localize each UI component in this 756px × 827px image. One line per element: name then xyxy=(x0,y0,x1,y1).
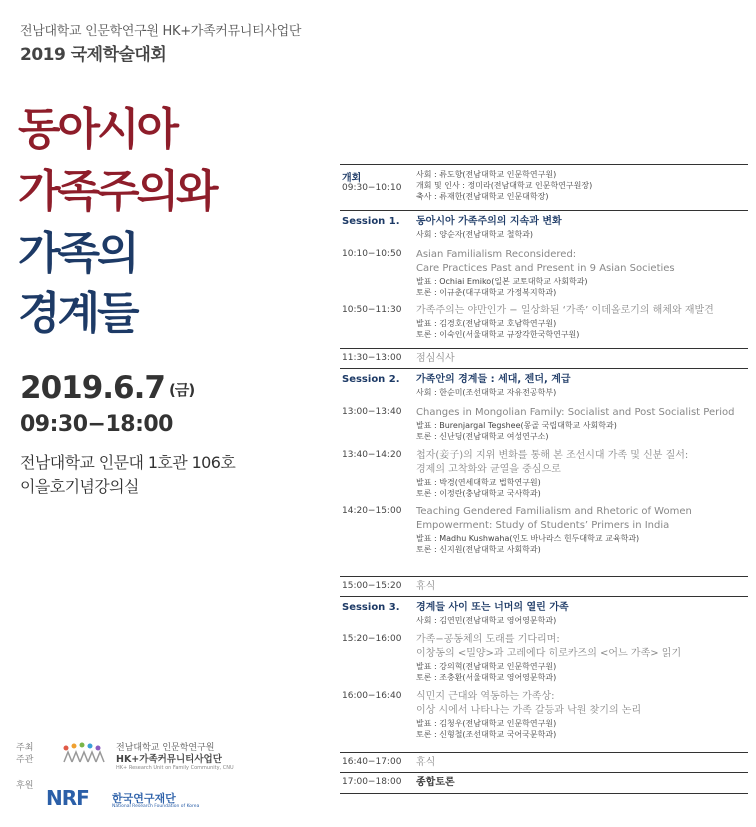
host-org-line1: 전남대학교 인문학연구원 xyxy=(116,743,215,753)
talk-presenter: 발표 : 김경호(전남대학교 호남학연구원) xyxy=(416,319,557,328)
talk-row xyxy=(340,304,748,340)
talk-time: 16:00−16:40 xyxy=(342,691,402,701)
talk-presenter: 발표 : 박경(연세대학교 법학연구원) xyxy=(416,478,541,487)
talk-row xyxy=(340,248,748,298)
program-table xyxy=(340,164,748,794)
talk-title: 가족−공동체의 도래를 기다리며: xyxy=(416,634,560,645)
talk-title: 첩자(妾子)의 지위 변화를 통해 본 조선시대 가족 및 신분 질서: xyxy=(416,450,689,461)
session3-chair: 사회 : 김연민(전남대학교 영어영문학과) xyxy=(416,616,557,625)
session1-theme: 동아시아 가족주의의 지속과 변화 xyxy=(416,216,562,227)
closing-row xyxy=(340,772,748,794)
opening-congrats: 축사 : 류재한(전남대학교 인문대학장) xyxy=(416,192,549,201)
talk-discussant: 토론 : 이정란(충남대학교 국사학과) xyxy=(416,489,541,498)
session1-block xyxy=(340,210,748,348)
host-org-line3: HK+ Research Unit on Family Community, CNU xyxy=(116,765,234,771)
talk-title: Changes in Mongolian Family: Socialist and Post Socialist Period xyxy=(416,407,735,418)
opening-time: 09:30−10:10 xyxy=(342,183,402,193)
talk-presenter: 발표 : Ochiai Emiko(일본 교토대학교 사회학과) xyxy=(416,277,588,286)
nrf-logo: NRF xyxy=(46,786,89,810)
talk-title-cont: Empowerment: Study of Students’ Primers in India xyxy=(416,520,670,531)
talk-title: 가족주의는 야만인가 − 일상화된 ‘가족’ 이데올로기의 해체와 재발견 xyxy=(416,305,714,316)
session2-block xyxy=(340,368,748,576)
lunch-row xyxy=(340,348,748,368)
main-title-line2: 가족주의와 xyxy=(18,166,216,217)
break1-row xyxy=(340,576,748,596)
day-of-week: (금) xyxy=(168,381,195,399)
talk-time: 13:00−13:40 xyxy=(342,407,402,417)
family-community-logo-icon xyxy=(62,742,106,764)
session3-label: Session 3. xyxy=(342,602,400,613)
organizer-label: 주관 xyxy=(16,755,34,765)
main-title-line3: 가족의 xyxy=(18,228,137,279)
talk-title: 식민지 근대와 역동하는 가족상: xyxy=(416,691,555,702)
talk-title-cont: 이창동의 <밀양>과 고레에다 히로카즈의 <어느 가족> 읽기 xyxy=(416,648,682,659)
talk-time: 10:50−11:30 xyxy=(342,305,402,315)
talk-discussant: 토론 : 이숙인(서울대학교 규장각한국학연구원) xyxy=(416,330,580,339)
closing-time: 17:00−18:00 xyxy=(342,777,402,787)
host-org-line2: HK+가족커뮤니티사업단 xyxy=(116,754,222,765)
date-text: 2019.6.7 xyxy=(20,370,165,406)
session3-theme: 경계들 사이 또는 너머의 열린 가족 xyxy=(416,602,569,613)
break2-label: 휴식 xyxy=(416,757,436,768)
opening-chair: 사회 : 류도향(전남대학교 인문학연구원) xyxy=(416,170,557,179)
session1-chair: 사회 : 양순자(전남대학교 철학과) xyxy=(416,230,534,239)
main-title-line4: 경계들 xyxy=(18,288,137,339)
talk-time: 14:20−15:00 xyxy=(342,506,402,516)
talk-time: 10:10−10:50 xyxy=(342,249,402,259)
talk-row xyxy=(340,690,748,740)
break1-time: 15:00−15:20 xyxy=(342,581,402,591)
talk-row xyxy=(340,449,748,499)
session2-label: Session 2. xyxy=(342,374,400,385)
talk-title: Asian Familialism Reconsidered: xyxy=(416,249,577,260)
closing-label: 종합토론 xyxy=(416,777,455,788)
host-label: 주최 xyxy=(16,743,34,753)
break2-time: 16:40−17:00 xyxy=(342,757,402,767)
organization-header: 전남대학교 인문학연구원 HK+가족커뮤니티사업단 xyxy=(20,24,302,39)
lunch-time: 11:30−13:00 xyxy=(342,353,402,363)
talk-title-cont: 이상 시에서 나타나는 가족 갈등과 낙원 찾기의 논리 xyxy=(416,705,642,716)
event-date xyxy=(20,370,194,406)
talk-title: Teaching Gendered Familialism and Rhetoric of Women xyxy=(416,506,692,517)
support-label: 후원 xyxy=(16,781,34,791)
session1-label: Session 1. xyxy=(342,216,400,227)
talk-presenter: 발표 : Madhu Kushwaha(인도 바나라스 힌두대학교 교육학과) xyxy=(416,534,640,543)
talk-presenter: 발표 : 강의혁(전남대학교 인문학연구원) xyxy=(416,662,557,671)
session2-theme: 가족안의 경계들 : 세대, 젠더, 계급 xyxy=(416,374,571,385)
talk-time: 13:40−14:20 xyxy=(342,450,402,460)
talk-time: 15:20−16:00 xyxy=(342,634,402,644)
venue-line1: 전남대학교 인문대 1호관 106호 xyxy=(20,453,236,472)
session3-block xyxy=(340,596,748,752)
venue-line2: 이을호기념강의실 xyxy=(20,477,139,496)
talk-discussant: 토론 : 조충환(서울대학교 영어영문학과) xyxy=(416,673,557,682)
session2-chair: 사회 : 한순미(조선대학교 자유전공학부) xyxy=(416,388,557,397)
talk-row xyxy=(340,406,748,442)
opening-row xyxy=(340,164,748,210)
talk-title-cont: Care Practices Past and Present in 9 Asian Societies xyxy=(416,263,675,274)
talk-discussant: 토론 : 신지원(전남대학교 사회학과) xyxy=(416,545,541,554)
talk-discussant: 토론 : 신형철(조선대학교 국어국문학과) xyxy=(416,730,557,739)
lunch-label: 점심식사 xyxy=(416,353,455,364)
break2-row xyxy=(340,752,748,772)
break1-label: 휴식 xyxy=(416,581,436,592)
talk-title-cont: 경제의 고착화와 균열을 중심으로 xyxy=(416,464,561,475)
talk-discussant: 토론 : 신난딩(전남대학교 여성연구소) xyxy=(416,432,549,441)
support-org-subtitle: National Research Foundation of Korea xyxy=(112,804,200,809)
talk-presenter: 발표 : Burenjargal Tegshee(몽골 국립대학교 사회학과) xyxy=(416,421,617,430)
talk-discussant: 토론 : 이규춘(대구대학교 가정복지학과) xyxy=(416,288,557,297)
conference-title: 2019 국제학술대회 xyxy=(20,45,167,65)
talk-row xyxy=(340,633,748,683)
talk-presenter: 발표 : 김청우(전남대학교 인문학연구원) xyxy=(416,719,557,728)
opening-greeting: 개회 및 인사 : 정미라(전남대학교 인문학연구원장) xyxy=(416,181,593,190)
main-title-line1: 동아시아 xyxy=(18,104,177,155)
support-org-name: 한국연구재단 xyxy=(112,792,176,805)
event-time: 09:30−18:00 xyxy=(20,412,173,437)
talk-row xyxy=(340,505,748,555)
opening-title: 개회 xyxy=(342,173,362,184)
